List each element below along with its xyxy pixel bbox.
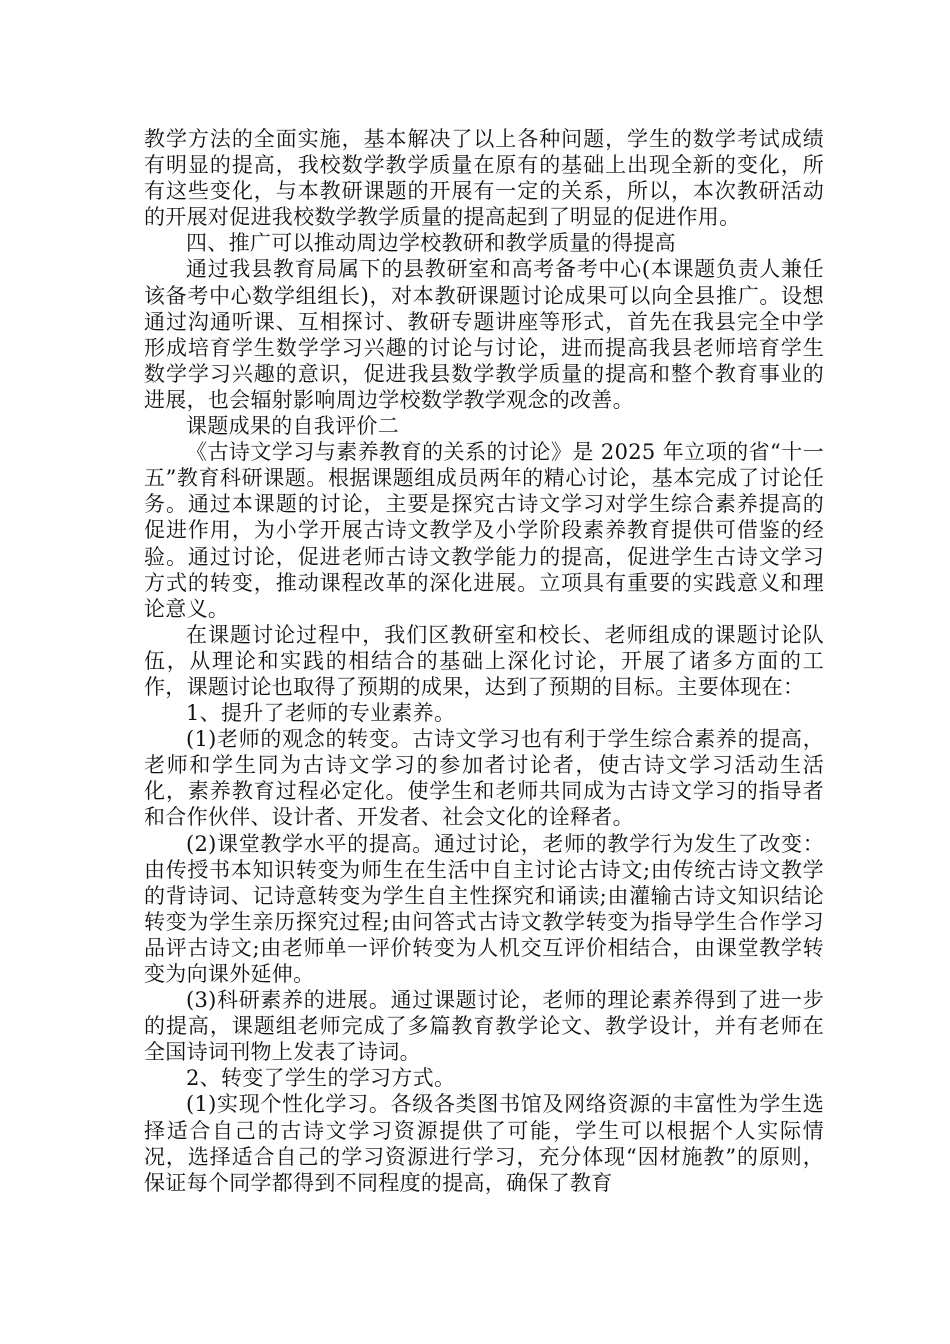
section-heading: 四、推广可以推动周边学校教研和教学质量的得提高: [186, 231, 676, 256]
list-item: (3)科研素养的进展。通过课题讨论，老师的理论素养得到了进一步的提高，课题组老师完成了多篇教育教学论文、教学设计，并有老师在全国诗词刊物上发表了诗词。: [144, 988, 824, 1065]
list-heading: 1、提升了老师的专业素养。: [186, 701, 456, 726]
list-heading: 2、转变了学生的学习方式。: [186, 1066, 456, 1091]
list-item: (1)老师的观念的转变。古诗文学习也有利于学生综合素养的提高，老师和学生同为古诗文学习的参加者讨论者，使古诗文学习活动生活化，素养教育过程必定化。使学生和老师共同成为古诗文学习的指导者和合作伙伴、设计者、开发者、社会文化的诠释者。: [144, 727, 824, 830]
paragraph: 在课题讨论过程中，我们区教研室和校长、老师组成的课题讨论队伍，从理论和实践的相结合的基础上深化讨论，开展了诸多方面的工作，课题讨论也取得了预期的成果，达到了预期的目标。主要体现在：: [144, 622, 824, 699]
document-body: [144, 126, 824, 1196]
list-item: (1)实现个性化学习。各级各类图书馆及网络资源的丰富性为学生选择适合自己的古诗文学习资源提供了可能，学生可以根据个人实际情况，选择适合自己的学习资源进行学习，充分体现“因材施教”的原则，保证每个同学都得到不同程度的提高，确保了教育: [144, 1092, 824, 1195]
paragraph: 通过我县教育局属下的县教研室和高考备考中心(本课题负责人兼任该备考中心数学组组长)，对本教研课题讨论成果可以向全县推广。设想通过沟通听课、互相探讨、教研专题讲座等形式，首先在我县完全中学形成培育学生数学学习兴趣的讨论与讨论，进而提高我县老师培育学生数学学习兴趣的意识，促进我县数学教学质量的提高和整个教育事业的进展，也会辐射影响周边学校数学教学观念的改善。: [144, 257, 824, 412]
paragraph: 教学方法的全面实施，基本解决了以上各种问题，学生的数学考试成绩有明显的提高，我校数学教学质量在原有的基础上出现全新的变化，所有这些变化，与本教研课题的开展有一定的关系，所以，本次教研活动的开展对促进我校数学教学质量的提高起到了明显的促进作用。: [144, 127, 824, 230]
section-heading: 课题成果的自我评价二: [186, 414, 399, 439]
paragraph: 《古诗文学习与素养教育的关系的讨论》是 2025 年立项的省“十一五”教育科研课题。根据课题组成员两年的精心讨论，基本完成了讨论任务。通过本课题的讨论，主要是探究古诗文学习对学生综合素养提高的促进作用，为小学开展古诗文教学及小学阶段素养教育提供可借鉴的经验。通过讨论，促进老师古诗文教学能力的提高，促进学生古诗文学习方式的转变，推动课程改革的深化进展。立项具有重要的实践意义和理论意义。: [144, 440, 824, 621]
list-item: (2)课堂教学水平的提高。通过讨论，老师的教学行为发生了改变：由传授书本知识转变为师生在生活中自主讨论古诗文;由传统古诗文教学的背诗词、记诗意转变为学生自主性探究和诵读;由灌输古诗文知识结论转变为学生亲历探究过程;由问答式古诗文教学转变为指导学生合作学习品评古诗文;由老师单一评价转变为人机交互评价相结合，由课堂教学转变为向课外延伸。: [144, 831, 824, 986]
